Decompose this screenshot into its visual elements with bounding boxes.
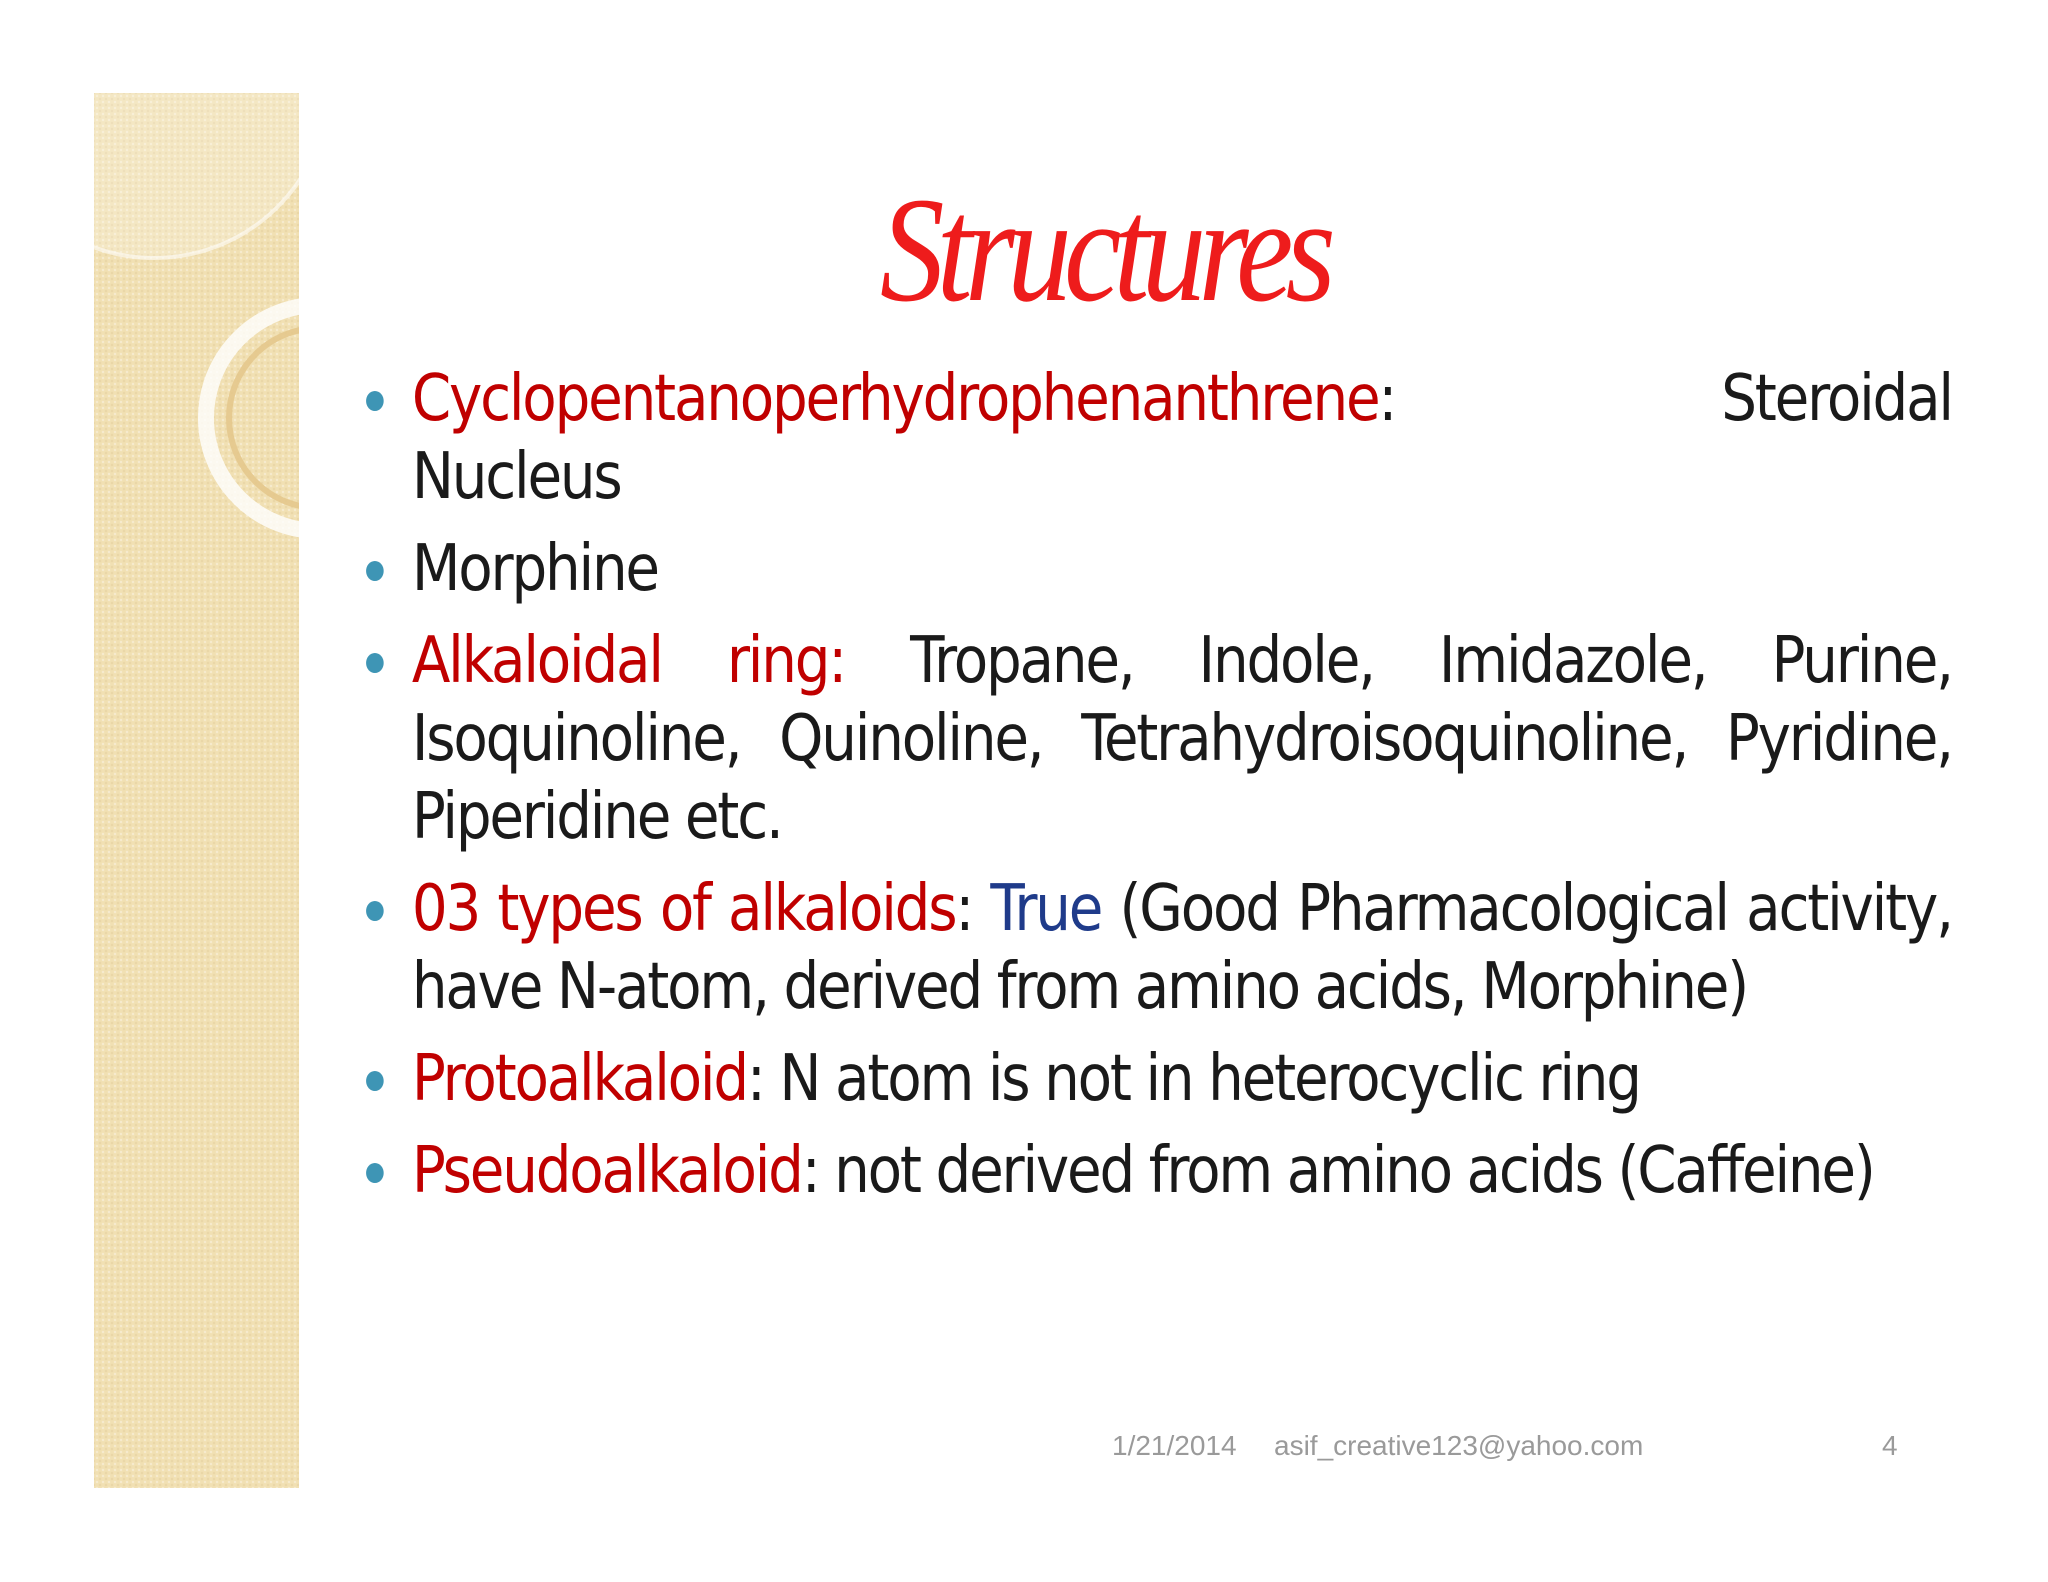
bullet-dot-icon: [366, 561, 384, 581]
bullet-text: Tropane, Indole, Imidazole, Purine, Isoquinoline, Quinoline, Tetrahydroisoquinoline, Pyridine, Piperidine etc.: [411, 624, 1952, 854]
bullet-item: [352, 360, 1952, 516]
bullet-separator: :: [955, 872, 991, 946]
bullet-separator: :: [746, 1042, 764, 1116]
bullet-text: Steroidal Nucleus: [411, 362, 1952, 514]
bullet-term: Cyclopentanoperhydrophenanthrene: [411, 362, 1379, 436]
bullet-text: (Good Pharmacological activity, have N-atom, derived from amino acids, Morphine): [411, 872, 1952, 1024]
bullet-text: Morphine: [411, 532, 658, 606]
bullet-item: [352, 870, 1952, 1026]
bullet-item: [352, 1132, 1952, 1210]
bullet-item: [352, 622, 1952, 856]
footer-date: 1/21/2014: [1112, 1430, 1237, 1461]
bullet-item: [352, 1040, 1952, 1118]
bullet-term: Alkaloidal ring:: [411, 624, 846, 698]
bullet-text: N atom is not in heterocyclic ring: [763, 1042, 1640, 1116]
footer-email: asif_creative123@yahoo.com: [1274, 1430, 1644, 1461]
bullet-term: Pseudoalkaloid: [411, 1134, 802, 1208]
bullet-text: not derived from amino acids (Caffeine): [818, 1134, 1874, 1208]
bullet-term: 03 types of alkaloids: [411, 872, 956, 946]
bullet-dot-icon: [366, 653, 384, 673]
decorative-circles-graphic: [94, 93, 299, 1488]
bullet-separator: :: [1378, 362, 1396, 436]
bullet-dot-icon: [366, 391, 384, 411]
bullet-separator: :: [801, 1134, 819, 1208]
footer-page-number: 4: [1882, 1430, 1898, 1461]
bullet-term: Protoalkaloid: [411, 1042, 747, 1116]
decorative-side-panel: [94, 93, 299, 1488]
bullet-highlight: True: [990, 872, 1102, 946]
bullet-dot-icon: [366, 1071, 384, 1091]
bullet-item: [352, 530, 1952, 608]
bullet-dot-icon: [366, 901, 384, 921]
slide-title: Structures: [880, 167, 1329, 333]
bullet-dot-icon: [366, 1163, 384, 1183]
bullet-list: [352, 360, 1952, 1224]
